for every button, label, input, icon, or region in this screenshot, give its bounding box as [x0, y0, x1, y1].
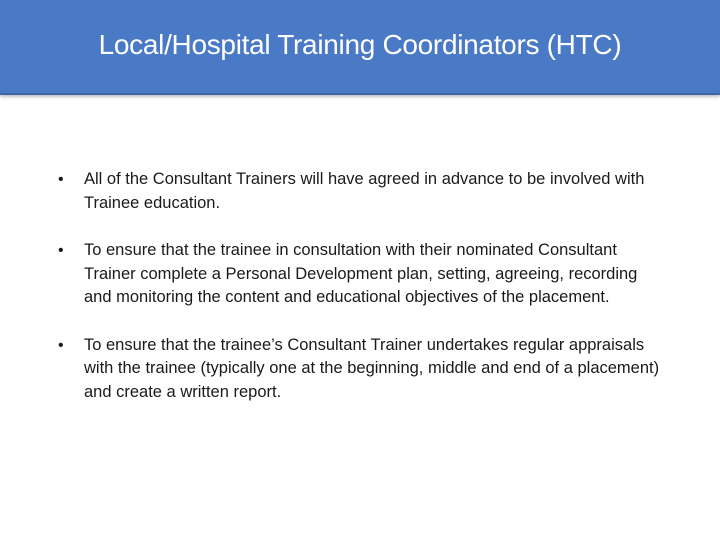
bullet-item [58, 168, 668, 215]
bullet-marker: • [58, 336, 64, 354]
bullet-marker: • [58, 171, 64, 188]
bullet-text: To ensure that the trainee’s Consultant Trainer undertakes regular appraisals with the trainee (typically one at the beginning, middle and end of a placement) and create a written report. [84, 335, 660, 401]
bullet-marker: • [58, 242, 64, 259]
slide-title: Local/Hospital Training Coordinators (HTC) [98, 28, 622, 60]
bullet-text: All of the Consultant Trainers will have agreed in advance to be involved with Trainee education. [84, 170, 645, 212]
bullet-item [58, 239, 668, 310]
bullet-text: To ensure that the trainee in consultation with their nominated Consultant Trainer complete a Personal Development plan, setting, agreeing, recording and monitoring the content and educational objectives of the placement. [84, 241, 638, 306]
bullet-list [58, 168, 668, 428]
bullet-item [58, 334, 668, 405]
title-bar [0, 0, 720, 95]
